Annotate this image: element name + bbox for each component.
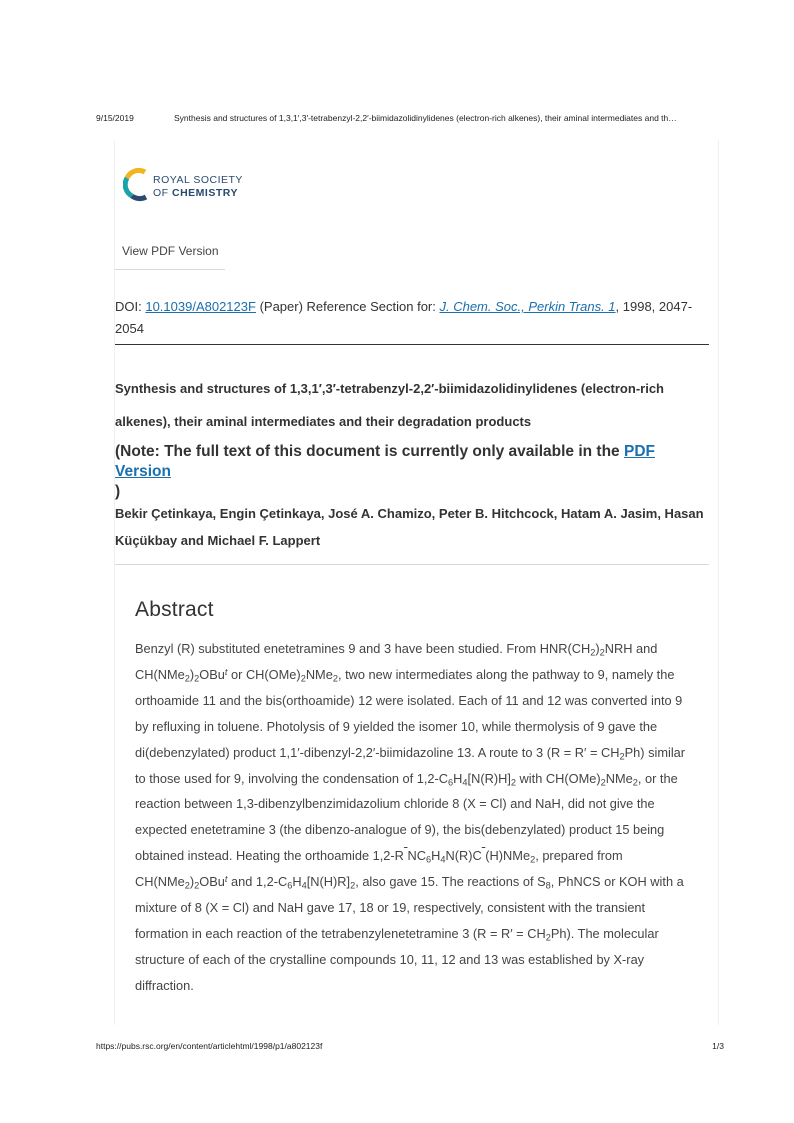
article-content (114, 140, 719, 1025)
print-date: 9/15/2019 (96, 113, 134, 123)
article-title: Synthesis and structures of 1,3,1′,3′-tetrabenzyl-2,2′-biimidazolidinylidenes (electron-rich alkenes), their aminal intermediates and their degradation products (115, 381, 664, 429)
pdf-version-link[interactable]: PDF Version (115, 443, 655, 480)
author-list: Bekir Çetinkaya, Engin Çetinkaya, José A. Chamizo, Peter B. Hitchcock, Hatam A. Jasim, Hasan Küçükbay and Michael F. Lappert (115, 500, 709, 565)
print-header (96, 113, 736, 123)
rsc-logo[interactable] (123, 168, 258, 208)
print-footer (96, 1041, 724, 1051)
journal-link[interactable]: J. Chem. Soc., Perkin Trans. 1 (439, 299, 616, 314)
rsc-logo-icon (123, 168, 151, 202)
abstract-text: Benzyl (R) substituted enetetramines 9 and 3 have been studied. From $HNR(CH_2)_2NRH$ and $CH(NMe_2)_2OBu^t$ or $CH(OMe)_2NMe_2$, two new intermediates along the pathway to 9, namely the orthoamide 11 and the bis(orthoamide) 12 were isolated. Each of 11 and 12 was converted into 9 by refluxing in toluene. Photolysis of 9 yielded the isomer 10, while thermolysis of 9 gave the di(debenzylated) product 1,1′-dibenzyl-2,2′-biimidazoline 13. A route to 3 $(R = R' = CH_2Ph)$ similar to those used for 9, involving the condensation of $1,2-C_6H_4[N(R)H]_2$ with $CH(OMe)_2NMe_2$, or the reaction between 1,3-dibenzylbenzimidazolium chloride 8 (X = Cl) and NaH, did not give the expected enetetramine 3 (the dibenzo-analogue of 9), the bis(debenzylated) product 15 being obtained instead. Heating the orthoamide 1,2-R $NC_6H_4N(R)C$ (H)NMe$_2$, prepared from $CH(NMe_2)_2OBu^t$ and $1,2-C_6H_4[N(H)R]_2$, also gave 15. The reactions of $S_8$, PhNCS or KOH with a mixture of 8 (X = Cl) and NaH gave 17, 18 or 19, respectively, consistent with the transient formation in each reaction of the tetrabenzylenetetramine 3 $(R = R' = CH_2Ph)$. The molecular structure of each of the crystalline compounds 10, 11, 12 and 13 was established by X-ray diffraction. (135, 641, 686, 993)
page-number: 1/3 (712, 1041, 724, 1051)
full-text-note: (Note: The full text of this document is currently only available in the PDF Version ) (115, 443, 655, 500)
abstract-heading: Abstract (135, 598, 214, 621)
doi-link[interactable]: 10.1039/A802123F (145, 299, 256, 314)
doi-line: DOI: 10.1039/A802123F (Paper) Reference Section for: J. Chem. Soc., Perkin Trans. 1, 1998, 2047-2054 (115, 296, 709, 345)
logo-line-1: ROYAL SOCIETY (153, 174, 243, 186)
print-url: https://pubs.rsc.org/en/content/articlehtml/1998/p1/a802123f (96, 1041, 323, 1051)
print-page-title: Synthesis and structures of 1,3,1′,3′-tetrabenzyl-2,2′-biimidazolidinylidenes (electron-rich alkenes), their aminal intermediates and th… (174, 113, 677, 123)
abstract-section (135, 598, 695, 999)
view-pdf-link[interactable]: View PDF Version (115, 244, 225, 270)
logo-line-2: OF CHEMISTRY (153, 187, 238, 199)
